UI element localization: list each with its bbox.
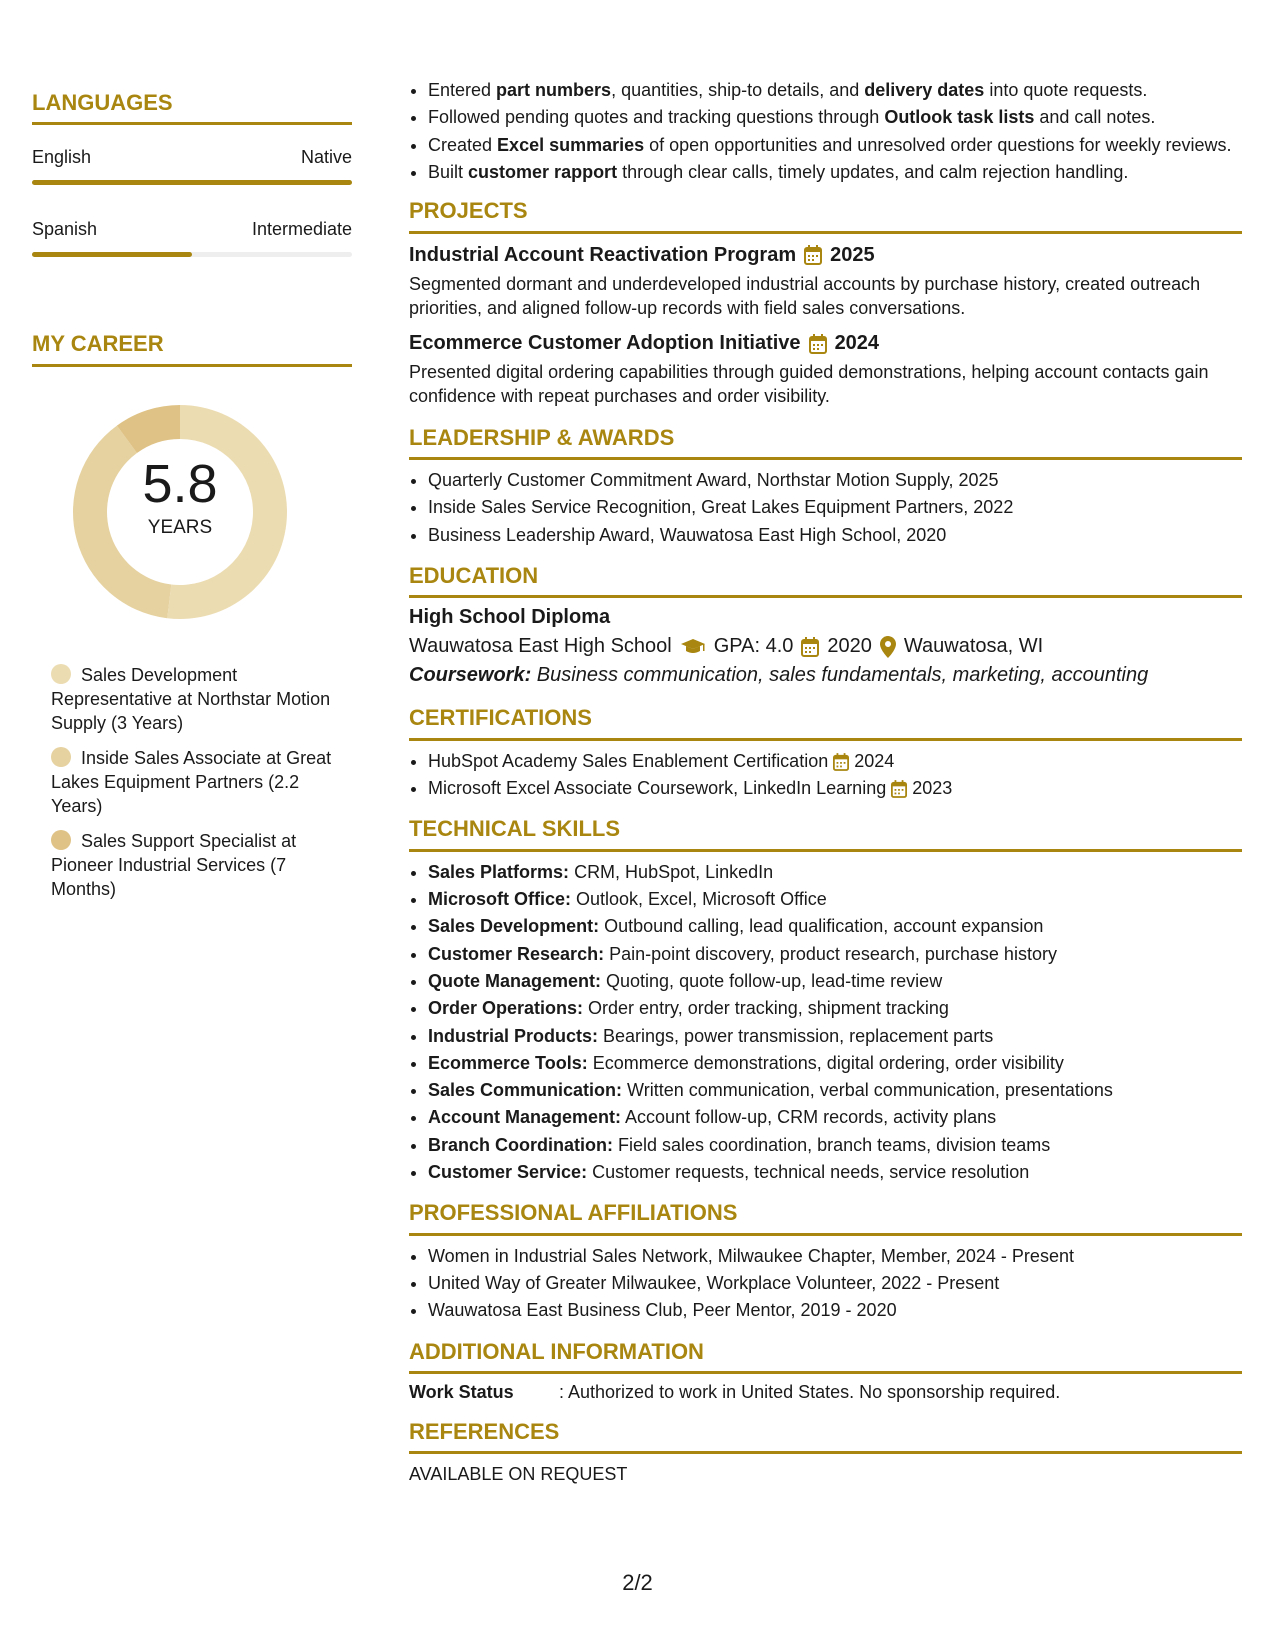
project-year: 2025 [830, 243, 875, 266]
education-year: 2020 [827, 635, 872, 658]
skill-item: • Customer Research: Pain-point discovery, product research, purchase history [428, 942, 1242, 966]
language-bar [32, 252, 352, 257]
career-dot-icon [51, 664, 71, 684]
career-item [51, 746, 352, 819]
skill-item: • Sales Platforms: CRM, HubSpot, LinkedIn [428, 860, 1242, 884]
career-title: MY CAREER [32, 331, 352, 366]
career-item-text: Sales Support Specialist at Pioneer Industrial Services (7 Months) [51, 830, 297, 900]
education-location: Wauwatosa, WI [903, 635, 1044, 658]
affiliations-list [409, 1244, 1242, 1323]
skill-item: • Sales Development: Outbound calling, lead qualification, account expansion [428, 914, 1242, 938]
education-gpa: GPA: 4.0 [713, 635, 794, 658]
education-details [409, 635, 1242, 658]
career-item [51, 663, 352, 736]
experience-bullet: • Followed pending quotes and tracking questions through Outlook task lists and call notes. [428, 105, 1242, 129]
references-title: REFERENCES [409, 1419, 1242, 1454]
career-unit: YEARS [147, 516, 213, 538]
project-name: Ecommerce Customer Adoption Initiative [409, 332, 801, 355]
career-item-text: Sales Development Representative at Northstar Motion Supply (3 Years) [51, 664, 331, 734]
coursework-value: Business communication, sales fundamentals, marketing, accounting [531, 664, 1149, 687]
skills-list [409, 860, 1242, 1185]
career-dot-icon [51, 830, 71, 850]
certification-item: • HubSpot Academy Sales Enablement Certification 2024 [428, 749, 1242, 773]
affiliations-title: PROFESSIONAL AFFILIATIONS [409, 1200, 1242, 1235]
project-desc: Presented digital ordering capabilities through guided demonstrations, helping account contacts gain confidence with repeat purchases and order visibility. [409, 362, 1209, 407]
career-item [51, 829, 352, 902]
coursework-label: Coursework: [409, 664, 532, 687]
experience-bullets [409, 78, 1242, 184]
skill-item: • Microsoft Office: Outlook, Excel, Microsoft Office [428, 887, 1242, 911]
project-item [409, 332, 1242, 409]
career-donut [32, 397, 352, 627]
project-year: 2024 [834, 332, 880, 355]
calendar-icon [833, 753, 849, 771]
career-item-text: Inside Sales Associate at Great Lakes Equipment Partners (2.2 Years) [51, 747, 332, 817]
language-name: English [32, 147, 92, 168]
language-level: Intermediate [251, 219, 352, 240]
skill-item: • Account Management: Account follow-up, CRM records, activity plans [428, 1105, 1242, 1129]
education-school: Wauwatosa East High School [409, 635, 672, 658]
skills-title: TECHNICAL SKILLS [409, 816, 1242, 851]
language-bar [32, 180, 352, 185]
sidebar [32, 90, 352, 911]
language-bar-fill [32, 252, 192, 257]
calendar-icon [801, 637, 819, 657]
references-text: AVAILABLE ON REQUEST [409, 1464, 628, 1485]
leadership-title: LEADERSHIP & AWARDS [409, 425, 1242, 460]
project-desc: Segmented dormant and underdeveloped industrial accounts by purchase history, created outreach priorities, and aligned follow-up records with field sales conversations. [409, 273, 1201, 318]
project-item [409, 244, 1242, 321]
work-status-value: : Authorized to work in United States. No sponsorship required. [559, 1382, 1061, 1403]
language-item [32, 219, 352, 257]
work-status [409, 1382, 1242, 1403]
affiliation-item: • Wauwatosa East Business Club, Peer Mentor, 2019 - 2020 [428, 1298, 1242, 1322]
leadership-item: • Quarterly Customer Commitment Award, Northstar Motion Supply, 2025 [428, 468, 1242, 492]
affiliation-item: • United Way of Greater Milwaukee, Workplace Volunteer, 2022 - Present [428, 1271, 1242, 1295]
leadership-item: • Inside Sales Service Recognition, Great Lakes Equipment Partners, 2022 [428, 495, 1242, 519]
certification-item: • Microsoft Excel Associate Coursework, LinkedIn Learning 2023 [428, 776, 1242, 800]
skill-item: • Customer Service: Customer requests, technical needs, service resolution [428, 1160, 1242, 1184]
certifications-title: CERTIFICATIONS [409, 705, 1242, 740]
projects-title: PROJECTS [409, 198, 1242, 233]
skill-item: • Order Operations: Order entry, order tracking, shipment tracking [428, 996, 1242, 1020]
skill-item: • Industrial Products: Bearings, power transmission, replacement parts [428, 1024, 1242, 1048]
affiliation-item: • Women in Industrial Sales Network, Milwaukee Chapter, Member, 2024 - Present [428, 1244, 1242, 1268]
language-bar-fill [32, 180, 352, 185]
experience-bullet: • Created Excel summaries of open opportunities and unresolved order questions for weekly reviews. [428, 133, 1242, 157]
education-title: EDUCATION [409, 563, 1242, 598]
calendar-icon [891, 780, 907, 798]
graduation-cap-icon [680, 638, 706, 656]
education-degree: High School Diploma [409, 606, 611, 629]
work-status-label: Work Status [409, 1382, 514, 1403]
location-pin-icon [880, 636, 896, 658]
language-item [32, 147, 352, 185]
calendar-icon [809, 334, 827, 354]
education-coursework [409, 664, 1242, 687]
experience-bullet: • Built customer rapport through clear calls, timely updates, and calm rejection handling. [428, 160, 1242, 184]
additional-title: ADDITIONAL INFORMATION [409, 1339, 1242, 1374]
language-level: Native [300, 147, 352, 168]
skill-item: • Sales Communication: Written communication, verbal communication, presentations [428, 1078, 1242, 1102]
skill-item: • Branch Coordination: Field sales coordination, branch teams, division teams [428, 1133, 1242, 1157]
calendar-icon [804, 245, 822, 265]
languages-title: LANGUAGES [32, 90, 352, 125]
certifications-list [409, 749, 1242, 801]
language-name: Spanish [32, 219, 98, 240]
career-total: 5.8 [142, 453, 218, 514]
career-dot-icon [51, 747, 71, 767]
career-list [32, 663, 352, 902]
leadership-item: • Business Leadership Award, Wauwatosa East High School, 2020 [428, 523, 1242, 547]
page-number: 2/2 [622, 1570, 653, 1595]
leadership-list [409, 468, 1242, 547]
skill-item: • Quote Management: Quoting, quote follow-up, lead-time review [428, 969, 1242, 993]
project-name: Industrial Account Reactivation Program [409, 243, 797, 266]
experience-bullet: • Entered part numbers, quantities, ship-to details, and delivery dates into quote requests. [428, 78, 1242, 102]
main-content [409, 78, 1242, 1485]
skill-item: • Ecommerce Tools: Ecommerce demonstrations, digital ordering, order visibility [428, 1051, 1242, 1075]
